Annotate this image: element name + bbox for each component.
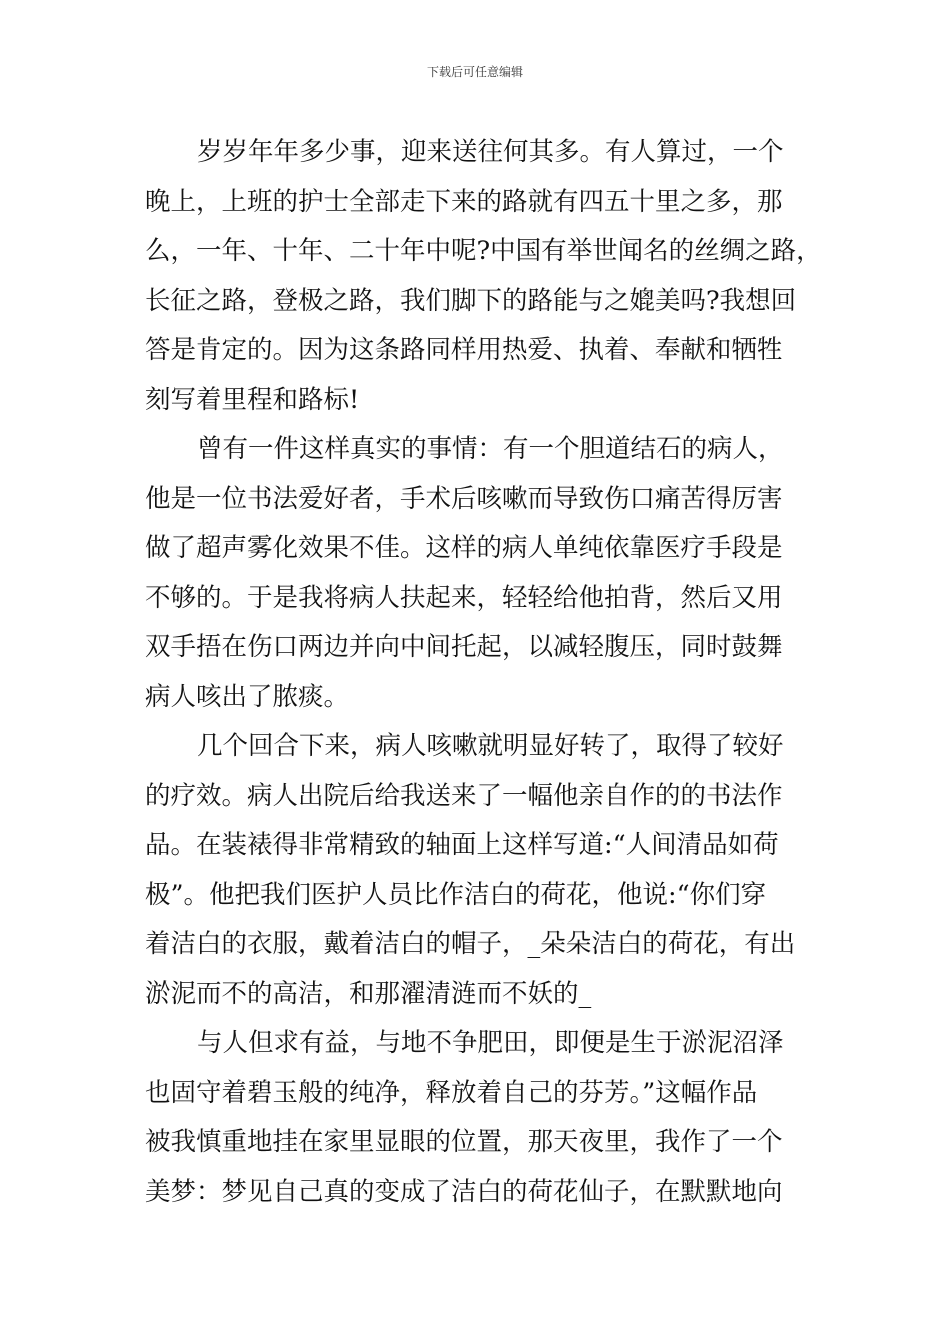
paragraph-line: 做了超声雾化效果不佳。这样的病人单纯依靠医疗手段是: [145, 533, 783, 563]
paragraph-line: 几个回合下来，病人咳嗽就明显好转了，取得了较好: [197, 731, 784, 761]
paragraph-4: [145, 1019, 825, 1217]
paragraph-2: [145, 425, 825, 722]
paragraph-line: 着洁白的衣服，戴着洁白的帽子，_朵朵洁白的荷花，有出: [145, 929, 796, 959]
paragraph-line: 品。在装裱得非常精致的轴面上这样写道:“人间清品如荷: [145, 830, 779, 860]
paragraph-3: [145, 722, 825, 1019]
paragraph-line: 曾有一件这样真实的事情：有一个胆道结石的病人，: [197, 434, 784, 464]
paragraph-line: 双手捂在伤口两边并向中间托起，以减轻腹压，同时鼓舞: [145, 632, 783, 662]
paragraph-line: 不够的。于是我将病人扶起来，轻轻给他拍背，然后又用: [145, 582, 783, 613]
document-body: [145, 128, 825, 1217]
paragraph-line: 也固守着碧玉般的纯净，释放着自己的芬芳。”这幅作品: [145, 1077, 758, 1108]
paragraph-1: [145, 128, 825, 425]
paragraph-line: 答是肯定的。因为这条路同样用热爱、执着、奉献和牺牲: [145, 335, 783, 365]
paragraph-line: 与人但求有益，与地不争肥田，即便是生于淤泥沼泽: [197, 1028, 784, 1058]
paragraph-line: 晚上，上班的护士全部走下来的路就有四五十里之多，那: [145, 186, 783, 217]
paragraph-line: 美梦：梦见自己真的变成了洁白的荷花仙子，在默默地向: [145, 1176, 783, 1207]
paragraph-line: 刻写着里程和路标!: [145, 384, 360, 415]
page-header: 下载后可任意编辑: [426, 65, 523, 79]
paragraph-line: 淤泥而不的高洁，和那濯清涟而不妖的_: [145, 978, 592, 1009]
paragraph-line: 被我慎重地挂在家里显眼的位置，那天夜里，我作了一个: [145, 1127, 783, 1157]
paragraph-line: 的疗效。病人出院后给我送来了一幅他亲自作的的书法作: [145, 780, 783, 811]
paragraph-line: 岁岁年年多少事，迎来送往何其多。有人算过，一个: [197, 137, 784, 167]
paragraph-line: 长征之路，登极之路，我们脚下的路能与之媲美吗?我想回: [145, 285, 797, 316]
paragraph-line: 他是一位书法爱好者，手术后咳嗽而导致伤口痛苦得厉害: [145, 483, 783, 514]
paragraph-line: 么，一年、十年、二十年中呢?中国有举世闻名的丝绸之路，: [145, 236, 822, 266]
paragraph-line: 极”。他把我们医护人员比作洁白的荷花，他说:“你们穿: [145, 879, 767, 910]
paragraph-line: 病人咳出了脓痰。: [145, 681, 350, 712]
